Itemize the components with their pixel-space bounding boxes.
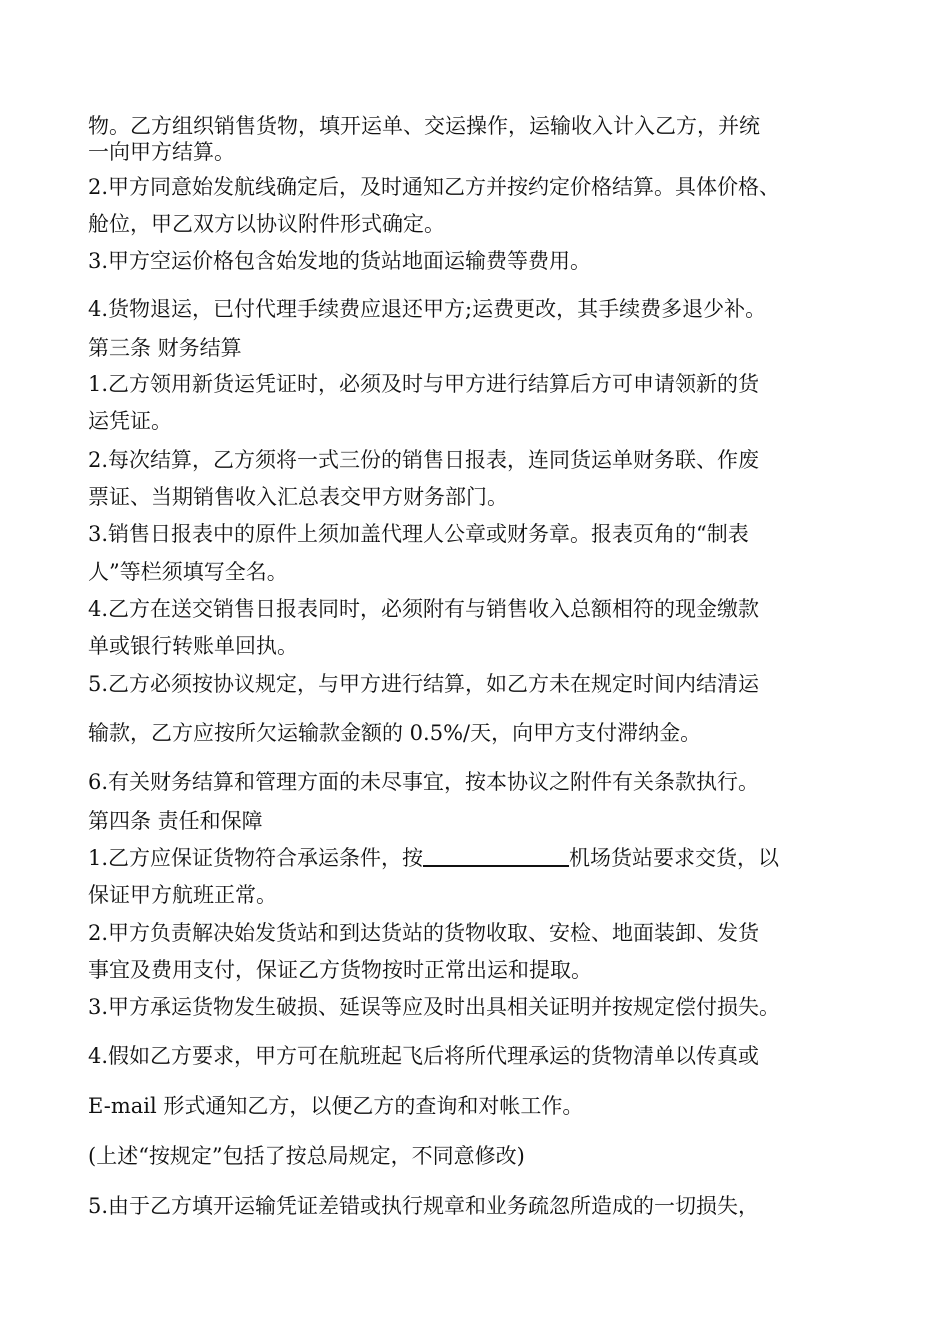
text-line: 3.甲方空运价格包含始发地的货站地面运输费等费用。 bbox=[88, 249, 592, 273]
text-line: 5.乙方必须按协议规定，与甲方进行结算，如乙方未在规定时间内结清运 bbox=[88, 672, 760, 696]
text-line: 事宜及费用支付，保证乙方货物按时正常出运和提取。 bbox=[88, 958, 592, 982]
text-line: 5.由于乙方填开运输凭证差错或执行规章和业务疏忽所造成的一切损失， bbox=[88, 1194, 760, 1218]
text-line: 1.乙方领用新货运凭证时，必须及时与甲方进行结算后方可申请领新的货 bbox=[88, 372, 760, 396]
text-line: 2.甲方负责解决始发货站和到达货站的货物收取、安检、地面装卸、发货 bbox=[88, 921, 760, 945]
text-line: 输款，乙方应按所欠运输款金额的 0.5%/天，向甲方支付滞纳金。 bbox=[88, 721, 702, 745]
text-line: E-mail 形式通知乙方，以便乙方的查询和对帐工作。 bbox=[88, 1094, 584, 1118]
text-line: 4.货物退运，已付代理手续费应退还甲方;运费更改，其手续费多退少补。 bbox=[88, 297, 767, 321]
text-line: 3.甲方承运货物发生破损、延误等应及时出具相关证明并按规定偿付损失。 bbox=[88, 995, 781, 1019]
text-line: 人”等栏须填写全名。 bbox=[88, 560, 288, 584]
text-line: 票证、当期销售收入汇总表交甲方财务部门。 bbox=[88, 485, 508, 509]
text-line: 4.乙方在送交销售日报表同时，必须附有与销售收入总额相符的现金缴款 bbox=[88, 597, 760, 621]
text-line: (上述“按规定”包括了按总局规定，不同意修改) bbox=[88, 1144, 525, 1168]
text-line bbox=[88, 845, 779, 871]
article-heading: 第三条 财务结算 bbox=[88, 336, 242, 360]
text-line: 3.销售日报表中的原件上须加盖代理人公章或财务章。报表页角的“制表 bbox=[88, 522, 749, 546]
text-line: 6.有关财务结算和管理方面的未尽事宜，按本协议之附件有关条款执行。 bbox=[88, 770, 760, 794]
text-line: 4.假如乙方要求，甲方可在航班起飞后将所代理承运的货物清单以传真或 bbox=[88, 1044, 760, 1068]
text-line: 一向甲方结算。 bbox=[88, 140, 235, 164]
text-line: 2.每次结算，乙方须将一式三份的销售日报表，连同货运单财务联、作废 bbox=[88, 448, 760, 472]
text-line: 保证甲方航班正常。 bbox=[88, 883, 277, 907]
text-line: 运凭证。 bbox=[88, 409, 172, 433]
text-line: 单或银行转账单回执。 bbox=[88, 634, 298, 658]
text-segment: 机场货站要求交货，以 bbox=[569, 846, 780, 870]
text-line: 物。乙方组织销售货物，填开运单、交运操作，运输收入计入乙方，并统 bbox=[88, 114, 760, 138]
article-heading: 第四条 责任和保障 bbox=[88, 809, 263, 833]
text-segment: 1.乙方应保证货物符合承运条件，按 bbox=[88, 846, 424, 870]
text-line: 2.甲方同意始发航线确定后，及时通知乙方并按约定价格结算。具体价格、 bbox=[88, 175, 781, 199]
fill-in-blank bbox=[423, 845, 569, 867]
text-line: 舱位，甲乙双方以协议附件形式确定。 bbox=[88, 212, 445, 236]
